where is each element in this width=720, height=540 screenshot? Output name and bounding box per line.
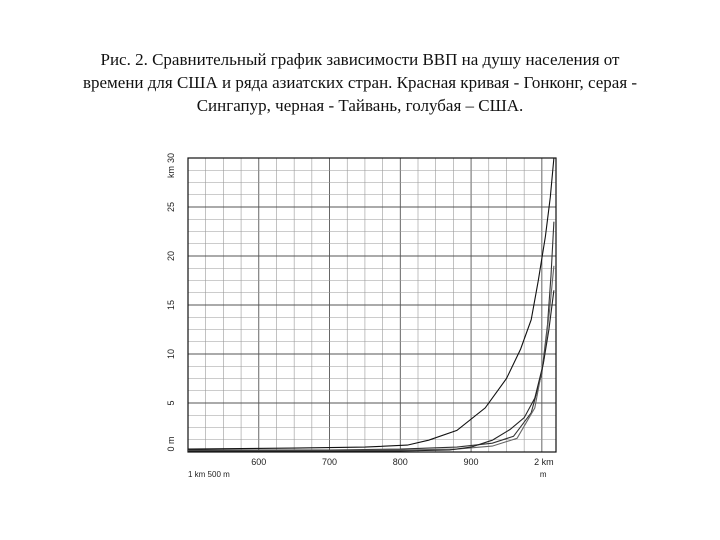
x-tick-label: 600 [251,457,267,467]
scale-label: 1 km 500 m [188,470,230,479]
caption-line-2: времени для США и ряда азиатских стран. Красная кривая - Гонконг, серая - [82,73,638,92]
series-line-4 [188,290,554,451]
y-tick-label: 30 [166,152,176,164]
chart-grid [188,158,556,452]
series-line-1 [188,158,554,449]
y-unit-label: km [166,166,176,178]
caption-line-3: Сингапур, черная - Тайвань, голубая – США. [196,96,524,115]
y-tick-label: 10 [166,348,176,360]
x-tick-label: 800 [392,457,408,467]
y-tick-label: 5 [166,400,176,406]
y-tick-label: 20 [166,250,176,262]
y-tick-label: 0 m [166,436,176,452]
x-tick-label: 2 km [534,457,554,467]
y-tick-label: 25 [166,201,176,213]
x-unit-label: m [539,470,547,479]
y-tick-label: 15 [166,299,176,311]
series-line-3 [188,266,554,451]
x-tick-label: 900 [463,457,479,467]
caption-line-1: Рис. 2. Сравнительный график зависимости ВВП на душу населения от [100,50,620,69]
x-tick-label: 700 [322,457,338,467]
